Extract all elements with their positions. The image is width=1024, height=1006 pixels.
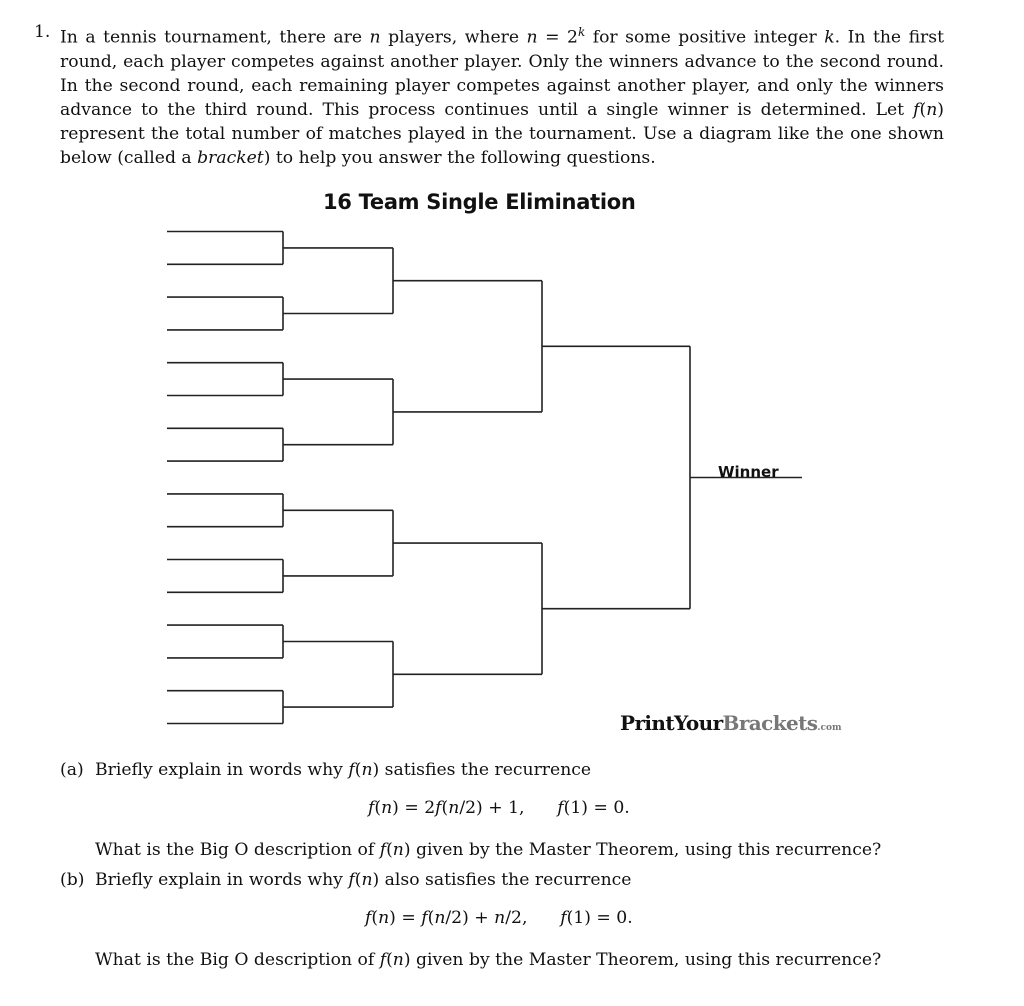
math-symbol: f [557, 798, 564, 818]
text-run: ) represent the total number of matches played in the tournament. Use a diagram like the one shown below (called a [60, 99, 950, 168]
math-symbol: f [365, 908, 372, 928]
text-run: ( [354, 760, 362, 780]
text-run: /2) + 1, [459, 798, 558, 818]
math-symbol: k [824, 27, 835, 48]
math-symbol: f [368, 798, 375, 818]
text-run: Briefly explain in words why [95, 870, 349, 890]
math-symbol: n [526, 27, 538, 48]
math-symbol: k [577, 25, 586, 39]
math-symbol: n [381, 798, 393, 818]
text-run: ) given by the Master Theorem, using this recurrence? [403, 950, 882, 970]
part-a-recurrence [368, 798, 630, 818]
math-symbol: f [348, 760, 355, 780]
text-run: ( [919, 99, 927, 120]
bracket-title: 16 Team Single Elimination [323, 190, 636, 214]
text-run: players, where [380, 27, 527, 48]
part-a-prompt [95, 758, 591, 782]
text-run: ( [371, 908, 379, 928]
part-a-question-line [0, 838, 1024, 862]
math-symbol: f [379, 950, 387, 970]
math-symbol: f [379, 840, 387, 860]
math-symbol: f [348, 870, 355, 890]
text-run: . In the first round, each player competes against another player. Only the winners advance to the second round. In the second round, each remaining player competes against another player, and only the winners advance to the third round. This process continues until a single winner is determined. Let [60, 27, 950, 120]
text-run: /2, [505, 908, 561, 928]
text-run: ( [441, 798, 449, 818]
math-symbol: f [435, 798, 442, 818]
text-run: What is the Big O description of [95, 950, 380, 970]
part-b-prompt [95, 868, 631, 892]
part-b-question-line [0, 948, 1024, 972]
text-run: ) given by the Master Theorem, using this recurrence? [403, 840, 882, 860]
math-symbol: n [448, 798, 460, 818]
part-b-prompt-line [0, 868, 1024, 892]
math-symbol: n [434, 908, 446, 928]
text-run: ( [386, 950, 393, 970]
math-symbol: n [926, 99, 938, 120]
brand-part-2: Brackets [722, 711, 818, 735]
text-run: ) satisfies the recurrence [372, 760, 592, 780]
part-b-recurrence [365, 908, 633, 928]
winner-label: Winner [718, 463, 779, 481]
text-run: ( [374, 798, 382, 818]
text-run: (1) = 0. [566, 908, 633, 928]
math-symbol: n [392, 840, 404, 860]
text-run: ( [386, 840, 393, 860]
text-run: ( [354, 870, 362, 890]
part-a-question [95, 838, 881, 862]
text-run: ( [427, 908, 435, 928]
text-run: What is the Big O description of [95, 840, 380, 860]
math-symbol: bracket [197, 147, 264, 168]
printyourbrackets-logo [620, 711, 842, 735]
text-run: ) = 2 [392, 798, 436, 818]
math-symbol: f [913, 99, 920, 120]
problem-number: 1. [34, 22, 51, 42]
part-b-label: (b) [60, 870, 85, 890]
text-run: = 2 [537, 27, 578, 48]
math-symbol: n [361, 760, 373, 780]
text-run: for some positive integer [585, 27, 825, 48]
text-run: /2) + [445, 908, 495, 928]
text-run: ) also satisfies the recurrence [372, 870, 632, 890]
math-symbol: f [560, 908, 567, 928]
text-run: Briefly explain in words why [95, 760, 349, 780]
part-a-label: (a) [60, 760, 84, 780]
text-run: ) to help you answer the following questions. [263, 147, 656, 168]
part-a-prompt-line [0, 758, 1024, 782]
math-symbol: f [421, 908, 428, 928]
brand-part-1: PrintYour [620, 711, 723, 735]
text-run: In a tennis tournament, there are [60, 27, 370, 48]
math-symbol: n [494, 908, 506, 928]
math-symbol: n [369, 27, 381, 48]
math-symbol: n [378, 908, 390, 928]
math-symbol: n [392, 950, 404, 970]
part-b-question [95, 948, 881, 972]
math-symbol: n [361, 870, 373, 890]
text-run: ) = [389, 908, 422, 928]
text-run: (1) = 0. [563, 798, 630, 818]
brand-part-3: .com [817, 723, 842, 733]
